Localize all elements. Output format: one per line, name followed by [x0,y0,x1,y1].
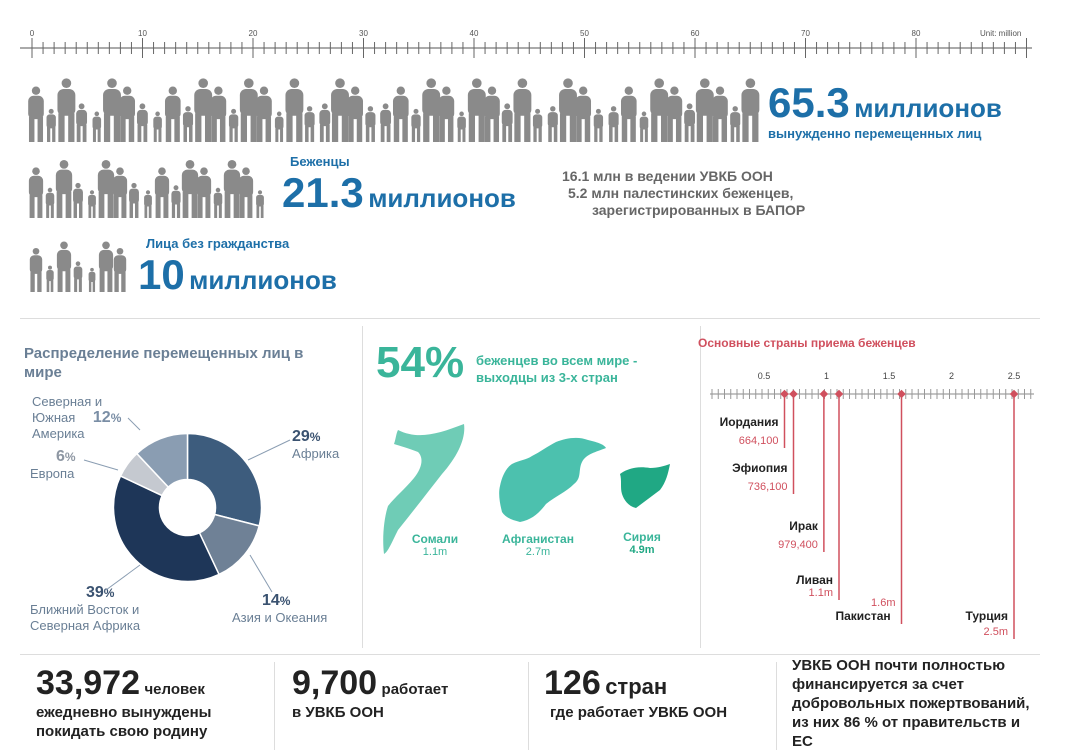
displaced-block [768,79,1068,141]
stateless-label: Лица без гражданства [146,236,290,251]
pie-lbl-america-1: Северная и [32,394,103,409]
divider-b3 [776,662,777,750]
pie-leader-lines [0,0,362,650]
stat-daily-word: человек [144,681,205,698]
child-silhouette [411,109,420,142]
stat-funding-line2: финансируется за счет [792,676,964,693]
top-scale-tick-label: 80 [911,29,921,38]
adult-silhouette [621,87,637,142]
host-point [1010,390,1018,398]
refugees-note-3: зарегистрированных в БАПОР [592,202,806,218]
stat-funding-line4: из них 86 % от правительств и [792,714,1021,731]
child-silhouette [365,106,375,142]
pie-pct-mideast-sign: % [103,586,115,600]
pie-pct-asia: 14 [262,592,280,609]
child-silhouette [533,109,542,142]
pie-pct-europe: 6 [56,448,65,465]
leader-asia [250,555,272,592]
stat-funding-line1: УВКБ ООН почти полностью [792,657,1006,674]
host-point [897,390,905,398]
displaced-unit: миллионов [854,93,1002,123]
adult-silhouette [575,87,591,142]
pie-pct-africa: 29 [292,428,310,445]
adult-silhouette [696,78,714,142]
origin-somalia-value: 1.1m [422,546,448,558]
origins-text-2: выходцы из 3-х стран [476,370,618,385]
host-tick-label: 0.5 [757,371,771,381]
stat-daily [36,664,276,741]
top-scale-tick-label: 0 [29,29,35,38]
adult-silhouette [559,78,577,142]
origin-afghanistan-value: 2.7m [525,546,551,558]
host-country-value: 979,400 [778,539,818,551]
host-chart [700,360,1040,650]
top-scale-tick-label: 50 [580,29,589,38]
top-scale-tick-label: 20 [248,29,258,38]
leader-america [128,418,140,430]
origin-somalia [400,532,470,558]
pie-pct-europe-sign: % [64,450,76,464]
divider-col1 [362,326,363,648]
top-scale-tick-label: 70 [801,29,810,38]
stat-countries-number: 126 [544,664,601,702]
origin-syria [612,530,672,556]
refugees-note-1: 16.1 млн в ведении УВКБ ООН [562,168,773,184]
stat-funding-line3: добровольных пожертвований, [792,695,1030,712]
host-tick-label: 1.5 [882,371,896,381]
pie-lbl-europe: Европа [30,466,75,481]
child-silhouette [684,103,695,142]
stat-daily-number: 33,972 [36,664,140,702]
origins-text-1: беженцев во всем мире - [476,353,638,368]
host-point [835,390,843,398]
child-silhouette [548,106,558,142]
child-silhouette [457,112,466,142]
pie-lbl-america-3: Америка [32,426,85,441]
top-scale-tick-label: 30 [359,29,368,38]
origins-text [476,352,637,386]
leader-europe [84,460,118,470]
leader-africa [248,440,290,460]
pie-pct-africa-sign: % [309,430,321,444]
child-silhouette [730,106,740,142]
pie-pct-america: 12 [92,409,111,426]
pie-pct-america-sign: % [110,411,122,425]
top-scale-unit: Unit: million [980,29,1022,38]
divider-b2 [528,662,529,750]
top-scale-tick-label: 60 [690,29,700,38]
adult-silhouette [393,87,409,142]
adult-silhouette [484,87,500,142]
stat-staff-word: работает [381,681,449,698]
host-country-name: Иордания [719,415,779,429]
host-country-name: Ливан [796,573,833,587]
stat-daily-line2: ежедневно вынуждены [36,704,212,721]
adult-silhouette [650,78,668,142]
host-country-value: 1.1m [808,587,833,599]
host-tick-label: 2 [948,371,955,381]
stat-daily-line3: покидать свою родину [36,723,208,740]
pie-lbl-america-2: Южная [32,410,76,425]
refugees-label: Беженцы [290,154,350,169]
refugees-note [562,168,805,219]
displaced-number: 65.3 [768,79,850,126]
child-silhouette [380,103,391,142]
child-silhouette [502,103,513,142]
host-country-name: Ирак [789,519,818,533]
child-silhouette [609,106,619,142]
stat-funding-line5: ЕС [792,733,813,750]
host-point [789,390,797,398]
host-country-name: Эфиопия [732,461,788,475]
top-scale-tick-label: 10 [138,29,147,38]
host-tick-label: 1 [823,371,830,381]
stateless-number: 10 [138,251,185,298]
top-scale-tick-label: 40 [469,29,479,38]
origin-afghanistan [492,532,584,558]
stat-funding [792,656,1068,751]
stat-countries-word: стран [605,674,668,699]
host-point [820,390,828,398]
syria-map [616,462,672,512]
stat-countries-line2: где работает УВКБ ООН [550,704,728,721]
child-silhouette [594,109,603,142]
refugees-note-2: 5.2 млн палестинских беженцев, [568,185,794,201]
pie-pct-mideast: 39 [86,584,104,601]
host-country-value: 2.5m [983,626,1008,638]
pie-lbl-mideast-1: Ближний Восток и [30,602,140,617]
stat-staff-number: 9,700 [292,664,378,702]
pie-lbl-africa: Африка [292,446,340,461]
origins-pct: 54% [376,338,465,387]
adult-silhouette [513,78,531,142]
pie-lbl-mideast-2: Северная Африка [30,618,141,633]
afghanistan-map [496,432,608,528]
divider-bottom [20,654,1040,655]
origin-somalia-name: Сомали [411,532,459,546]
refugees-number: 21.3 [282,169,364,216]
child-silhouette [640,112,649,142]
host-tick-label: 2.5 [1007,371,1021,381]
adult-silhouette [422,78,440,142]
origin-syria-value: 4.9m [629,544,655,556]
origin-afghanistan-name: Афганистан [502,532,574,546]
host-country-value: 664,100 [738,435,779,447]
host-country-name: Пакистан [835,609,891,623]
host-country-value: 736,100 [747,481,788,493]
host-country-name: Турция [965,609,1008,623]
displaced-caption: вынужденно перемещенных лиц [768,126,982,141]
origin-syria-name: Сирия [623,530,661,544]
adult-silhouette [468,78,486,142]
host-country-value: 1.6m [871,597,896,609]
stat-staff-line2: в УВКБ ООН [292,704,384,721]
pie-lbl-asia: Азия и Океания [232,610,328,625]
host-chart-title: Основные страны приема беженцев [698,336,916,350]
stateless-unit: миллионов [189,265,337,295]
distribution-title: Распределение перемещенных лиц в мире [24,345,304,381]
adult-silhouette [712,87,728,142]
leader-mideast [106,565,140,590]
pie-pct-asia-sign: % [279,594,291,608]
adult-silhouette [439,87,455,142]
adult-silhouette [741,78,759,142]
stat-countries [544,664,774,722]
stat-staff [292,664,522,722]
adult-silhouette [667,87,683,142]
refugees-unit: миллионов [368,183,516,213]
